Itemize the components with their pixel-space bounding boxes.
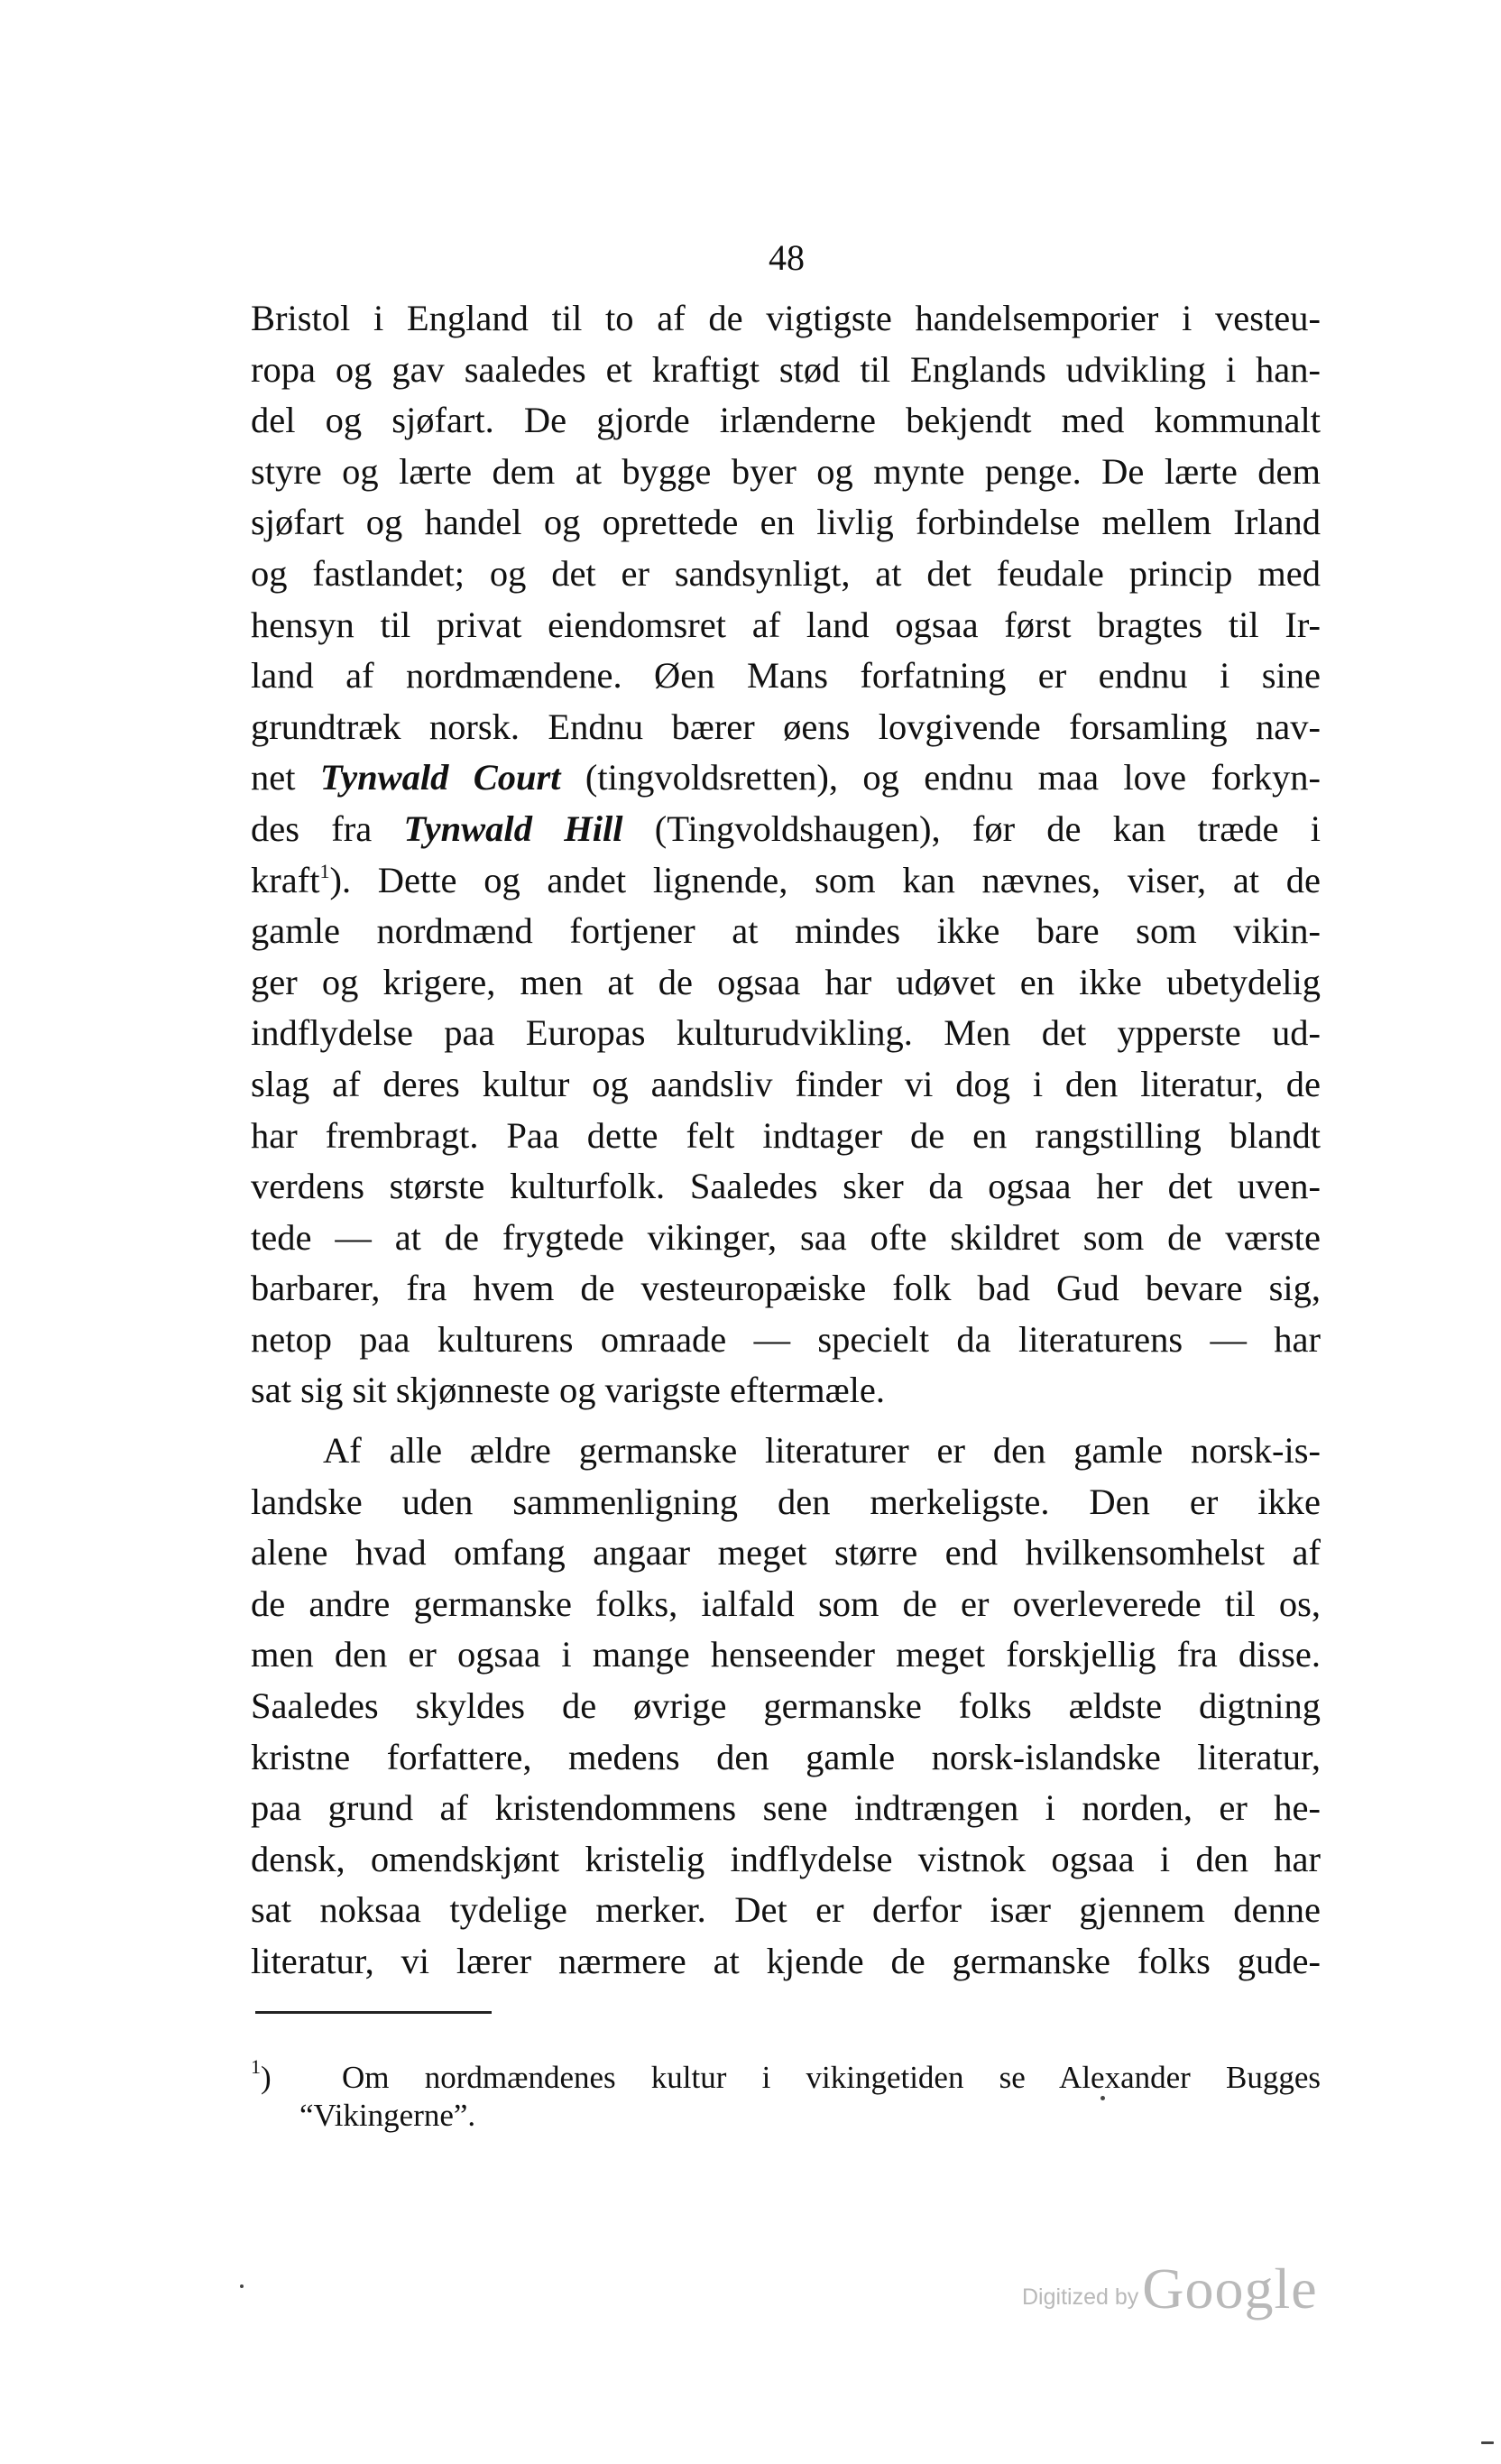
text-line: styre og lærte dem at bygge byer og mynte penge. De lærte dem — [251, 450, 1321, 492]
text-line: sjøfart og handel og oprettede en livlig forbindelse mellem Irland — [251, 502, 1321, 543]
scan-speck — [240, 2284, 244, 2288]
text-line: tede — at de frygtede vikinger, saa ofte skildret som de værste — [251, 1216, 1321, 1258]
footnote-text: Om nordmændenes kultur i vikingetiden se Alexander Bugges — [342, 2060, 1321, 2095]
italic-term-tynwald-court: Tynwald Court — [319, 757, 561, 798]
text-run: ). Dette og andet lignende, som kan nævnes, viser, at de — [329, 859, 1321, 900]
text-line: sat noksaa tydelige merker. Det er derfor især gjennem denne — [251, 1889, 1321, 1931]
text-line: slag af deres kultur og aandsliv finder vi dog i den literatur, de — [251, 1063, 1321, 1104]
footnote-line: “Vikingerne”. — [299, 2098, 476, 2133]
text-line: ropa og gav saaledes et kraftigt stød til Englands udvikling i han- — [251, 348, 1321, 390]
text-line: paa grund af kristendommens sene indtrængen i norden, er he- — [251, 1787, 1321, 1829]
text-line — [251, 804, 1321, 855]
scan-speck — [1481, 2441, 1494, 2444]
text-line: landske uden sammenligning den merkeligste. Den er ikke — [251, 1481, 1321, 1522]
watermark-prefix: Digitized by — [1022, 2284, 1139, 2310]
text-line: men den er ogsaa i mange henseender meget forskjellig fra disse. — [251, 1634, 1321, 1675]
text-line: verdens største kulturfolk. Saaledes sker da ogsaa her det uven- — [251, 1166, 1321, 1207]
text-run: des fra — [251, 807, 404, 849]
footnote-marker-paren: ) — [261, 2060, 343, 2095]
footnote-marker: 1 — [251, 2055, 261, 2078]
text-line: densk, omendskjønt kristelig indflydelse vistnok ogsaa i den har — [251, 1838, 1321, 1879]
footnote-line — [251, 2055, 1321, 2097]
text-run: kraft — [251, 859, 320, 900]
text-run: (Tingvoldshaugen), før de kan træde i — [622, 807, 1321, 849]
text-line: Bristol i England til to af de vigtigste handelsemporier i vesteu- — [251, 298, 1321, 338]
text-line: del og sjøfart. De gjorde irlænderne bekjendt med kommunalt — [251, 400, 1321, 441]
footnote — [251, 2055, 1321, 2135]
text-line: gamle nordmænd fortjener at mindes ikke bare som vikin- — [251, 910, 1321, 952]
text-line: land af nordmændene. Øen Mans forfatning er endnu i sine — [251, 655, 1321, 697]
text-run: (tingvoldsretten), og endnu maa love forkyn- — [560, 757, 1321, 798]
text-line: og fastlandet; og det er sandsynligt, at det feudale princip med — [251, 552, 1321, 594]
body-text — [251, 293, 1321, 1988]
text-line: grundtræk norsk. Endnu bærer øens lovgivende forsamling nav- — [251, 706, 1321, 747]
scan-speck — [1100, 2096, 1105, 2100]
page-number: 48 — [769, 237, 805, 278]
text-line: literatur, vi lærer nærmere at kjende de germanske folks gude- — [251, 1941, 1321, 1981]
text-line — [251, 855, 1321, 907]
text-line: Af alle ældre germanske literaturer er den gamle norsk-is- — [323, 1430, 1321, 1472]
text-line: har frembragt. Paa dette felt indtager de en rangstilling blandt — [251, 1114, 1321, 1156]
text-line: indflydelse paa Europas kulturudvikling. Men det ypperste ud- — [251, 1012, 1321, 1054]
italic-term-tynwald-hill: Tynwald Hill — [403, 807, 623, 849]
digitized-by-google-watermark — [1022, 2256, 1347, 2328]
text-line: hensyn til privat eiendomsret af land ogsaa først bragtes til Ir- — [251, 604, 1321, 645]
text-line: sat sig sit skjønneste og varigste eftermæle. — [251, 1370, 885, 1411]
paragraph-gap — [251, 1417, 1321, 1426]
text-line: barbarer, fra hvem de vesteuropæiske folk bad Gud bevare sig, — [251, 1268, 1321, 1309]
text-line: de andre germanske folks, ialfald som de er overleverede til os, — [251, 1583, 1321, 1624]
text-line: alene hvad omfang angaar meget større end hvilkensomhelst af — [251, 1532, 1321, 1573]
text-line: Saaledes skyldes de øvrige germanske folks ældste digtning — [251, 1685, 1321, 1727]
footnote-reference: 1 — [319, 859, 330, 882]
text-line: kristne forfattere, medens den gamle norsk-islandske literatur, — [251, 1736, 1321, 1777]
google-logo: Google — [1142, 2256, 1318, 2321]
text-line — [251, 752, 1321, 804]
text-line: ger og krigere, men at de ogsaa har udøvet en ikke ubetydelig — [251, 961, 1321, 1002]
footnote-divider — [255, 2011, 492, 2014]
text-line: netop paa kulturens omraade — specielt da literaturens — har — [251, 1318, 1321, 1360]
text-run: net — [251, 757, 320, 798]
